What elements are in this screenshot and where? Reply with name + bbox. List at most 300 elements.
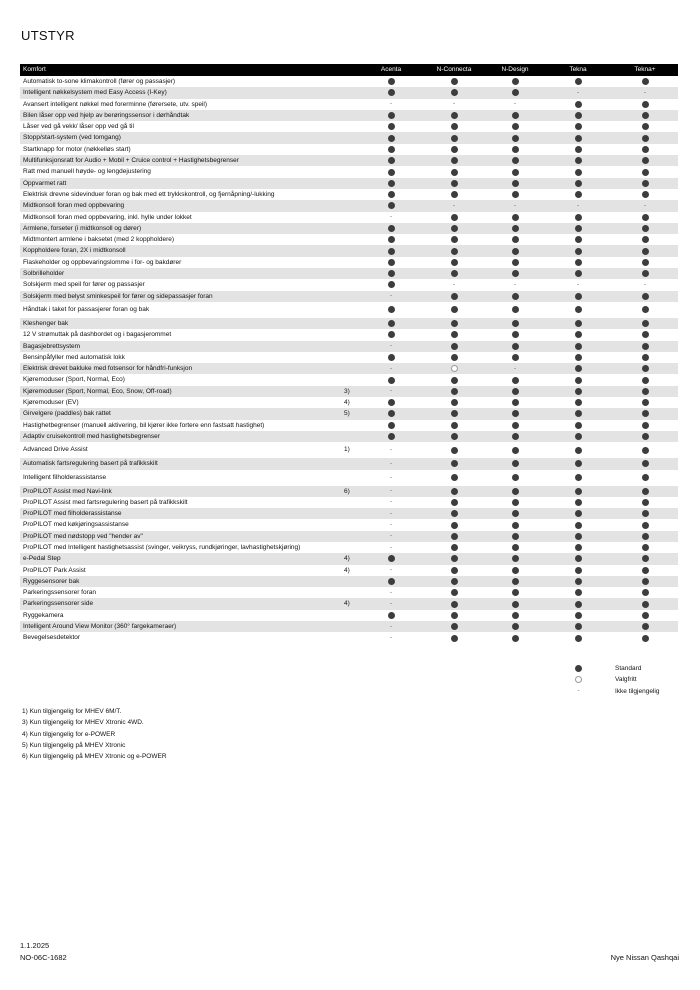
footnote-ref: 1) xyxy=(344,446,350,454)
availability-cell xyxy=(424,302,484,318)
availability-cell xyxy=(548,486,608,497)
standard-dot-icon xyxy=(512,112,519,119)
standard-dot-icon xyxy=(642,225,649,232)
feature-label: Ryggekamera xyxy=(23,611,64,619)
availability-cell xyxy=(424,189,484,200)
feature-label: Startknapp for motor (nøkkelløs start) xyxy=(23,145,131,153)
standard-dot-icon xyxy=(575,474,582,481)
standard-dot-icon xyxy=(451,410,458,417)
feature-label: 12 V strømuttak på dashbordet og i bagasjerommet xyxy=(23,331,172,339)
availability-cell xyxy=(424,431,484,442)
column-header-n-connecta: N-Connecta xyxy=(436,66,472,73)
feature-label: Kjøremoduser (Sport, Normal, Eco) xyxy=(23,376,125,384)
standard-dot-icon xyxy=(575,354,582,361)
footnote-ref: 5) xyxy=(344,410,350,418)
standard-dot-icon xyxy=(451,78,458,85)
not-available-dash-icon: - xyxy=(577,688,580,695)
standard-dot-icon xyxy=(642,135,649,142)
standard-dot-icon xyxy=(451,499,458,506)
standard-dot-icon xyxy=(575,123,582,130)
availability-cell xyxy=(361,121,421,132)
table-row xyxy=(20,234,678,245)
table-row xyxy=(20,87,678,98)
availability-cell xyxy=(361,587,421,598)
standard-dot-icon xyxy=(512,191,519,198)
availability-cell xyxy=(615,155,675,166)
availability-cell xyxy=(615,99,675,110)
standard-dot-icon xyxy=(642,474,649,481)
availability-cell xyxy=(361,302,421,318)
standard-dot-icon xyxy=(642,623,649,630)
standard-dot-icon xyxy=(512,460,519,467)
availability-cell xyxy=(548,302,608,318)
standard-dot-icon xyxy=(575,410,582,417)
availability-cell xyxy=(424,178,484,189)
optional-circle-icon xyxy=(451,365,458,372)
availability-cell xyxy=(485,279,545,290)
standard-dot-icon xyxy=(512,522,519,529)
availability-cell xyxy=(361,291,421,302)
standard-dot-icon xyxy=(388,422,395,429)
availability-cell xyxy=(615,329,675,340)
availability-cell xyxy=(485,470,545,486)
standard-dot-icon xyxy=(642,635,649,642)
availability-cell xyxy=(361,531,421,542)
table-row xyxy=(20,470,678,486)
standard-dot-icon xyxy=(451,320,458,327)
standard-dot-icon xyxy=(575,214,582,221)
table-row xyxy=(20,76,678,87)
not-available-dash-icon: - xyxy=(453,202,455,209)
standard-dot-icon xyxy=(388,270,395,277)
not-available-dash-icon: - xyxy=(390,293,392,300)
feature-label: e-Pedal Step xyxy=(23,555,61,563)
column-header-tekna: Tekna xyxy=(569,66,587,73)
availability-cell xyxy=(615,87,675,98)
footnote-ref: 4) xyxy=(344,555,350,563)
availability-cell xyxy=(424,632,484,643)
availability-cell xyxy=(548,212,608,223)
availability-cell xyxy=(485,121,545,132)
standard-dot-icon xyxy=(512,555,519,562)
standard-dot-icon xyxy=(575,180,582,187)
availability-cell xyxy=(615,223,675,234)
table-row xyxy=(20,291,678,302)
standard-dot-icon xyxy=(512,533,519,540)
availability-cell xyxy=(485,576,545,587)
standard-dot-icon xyxy=(575,623,582,630)
availability-cell xyxy=(361,76,421,87)
table-row xyxy=(20,178,678,189)
availability-cell xyxy=(361,132,421,143)
standard-dot-icon xyxy=(388,433,395,440)
feature-label: Kjøremoduser (Sport, Normal, Eco, Snow, Off-road) xyxy=(23,387,172,395)
standard-dot-icon xyxy=(512,447,519,454)
availability-cell xyxy=(548,318,608,329)
availability-cell xyxy=(424,245,484,256)
table-row xyxy=(20,318,678,329)
standard-dot-icon xyxy=(451,522,458,529)
availability-cell xyxy=(548,178,608,189)
standard-dot-icon xyxy=(642,112,649,119)
availability-cell xyxy=(424,132,484,143)
availability-cell xyxy=(361,144,421,155)
standard-dot-icon xyxy=(512,623,519,630)
feature-label: Automatisk to-sone klimakontroll (fører og passasjer) xyxy=(23,78,176,85)
footer-model: Nye Nissan Qashqai xyxy=(610,953,679,962)
table-row xyxy=(20,610,678,621)
standard-dot-icon xyxy=(388,202,395,209)
availability-cell xyxy=(424,610,484,621)
standard-dot-icon xyxy=(512,377,519,384)
feature-label: Bensinpåfyller med automatisk lokk xyxy=(23,353,125,361)
standard-dot-icon xyxy=(575,589,582,596)
standard-dot-icon xyxy=(388,612,395,619)
availability-cell xyxy=(361,374,421,385)
standard-dot-icon xyxy=(451,623,458,630)
standard-dot-icon xyxy=(642,589,649,596)
availability-cell xyxy=(615,408,675,419)
footnote-ref: 3) xyxy=(344,387,350,395)
standard-dot-icon xyxy=(575,522,582,529)
table-row xyxy=(20,212,678,223)
availability-cell xyxy=(548,553,608,564)
standard-dot-icon xyxy=(512,354,519,361)
not-available-dash-icon: - xyxy=(390,499,392,506)
standard-dot-icon xyxy=(575,399,582,406)
availability-cell xyxy=(615,363,675,374)
availability-cell xyxy=(615,431,675,442)
standard-dot-icon xyxy=(512,135,519,142)
standard-dot-icon xyxy=(388,78,395,85)
standard-dot-icon xyxy=(575,635,582,642)
availability-cell xyxy=(548,386,608,397)
availability-cell xyxy=(548,166,608,177)
availability-cell xyxy=(424,587,484,598)
availability-cell xyxy=(424,257,484,268)
standard-dot-icon xyxy=(642,399,649,406)
availability-cell xyxy=(485,458,545,469)
feature-label: Midtkonsoll foran med oppbevaring xyxy=(23,202,125,210)
availability-cell xyxy=(361,610,421,621)
availability-cell xyxy=(615,519,675,530)
availability-cell xyxy=(424,200,484,211)
standard-dot-icon xyxy=(642,306,649,313)
footnote: 1) Kun tilgjengelig for MHEV 6M/T. xyxy=(22,708,122,715)
availability-cell xyxy=(615,598,675,609)
availability-cell xyxy=(485,223,545,234)
availability-cell xyxy=(485,553,545,564)
table-row xyxy=(20,363,678,374)
availability-cell xyxy=(361,352,421,363)
not-available-dash-icon: - xyxy=(514,365,516,372)
legend-symbol xyxy=(573,686,584,697)
feature-label: ProPILOT Assist med Navi-link xyxy=(23,487,112,495)
availability-cell xyxy=(361,234,421,245)
table-row xyxy=(20,189,678,200)
availability-cell xyxy=(485,610,545,621)
standard-dot-icon xyxy=(512,422,519,429)
footnote-ref: 4) xyxy=(344,600,350,608)
standard-dot-icon xyxy=(642,447,649,454)
feature-label: Elektrisk drevet bakluke med fotsensor for håndfri-funksjon xyxy=(23,365,193,373)
standard-dot-icon xyxy=(642,157,649,164)
availability-cell xyxy=(361,408,421,419)
feature-label: Intelligent Around View Monitor (360° fargekameraer) xyxy=(23,623,177,631)
availability-cell xyxy=(361,431,421,442)
table-row xyxy=(20,587,678,598)
availability-cell xyxy=(615,341,675,352)
standard-dot-icon xyxy=(451,635,458,642)
standard-dot-icon xyxy=(388,555,395,562)
feature-label: Solbrilleholder xyxy=(23,270,65,278)
standard-dot-icon xyxy=(451,377,458,384)
availability-cell xyxy=(424,486,484,497)
availability-cell xyxy=(361,486,421,497)
availability-cell xyxy=(361,497,421,508)
availability-cell xyxy=(424,76,484,87)
availability-cell xyxy=(361,542,421,553)
footnote: 5) Kun tilgjengelig på MHEV Xtronic xyxy=(22,741,126,749)
availability-cell xyxy=(548,442,608,458)
availability-cell xyxy=(485,87,545,98)
feature-label: Midtkonsoll foran med oppbevaring, inkl. hylle under lokket xyxy=(23,213,192,221)
availability-cell xyxy=(548,245,608,256)
availability-cell xyxy=(424,329,484,340)
not-available-dash-icon: - xyxy=(453,101,455,108)
standard-dot-icon xyxy=(575,248,582,255)
availability-cell xyxy=(424,223,484,234)
not-available-dash-icon: - xyxy=(390,388,392,395)
page-title: UTSTYR xyxy=(21,28,75,43)
availability-cell xyxy=(361,621,421,632)
availability-cell xyxy=(615,442,675,458)
table-row xyxy=(20,279,678,290)
standard-dot-icon xyxy=(575,388,582,395)
standard-dot-icon xyxy=(512,410,519,417)
availability-cell xyxy=(424,144,484,155)
availability-cell xyxy=(424,576,484,587)
availability-cell xyxy=(361,279,421,290)
availability-cell xyxy=(485,508,545,519)
standard-dot-icon xyxy=(642,214,649,221)
availability-cell xyxy=(424,458,484,469)
availability-cell xyxy=(548,189,608,200)
standard-dot-icon xyxy=(642,522,649,529)
availability-cell xyxy=(424,386,484,397)
standard-dot-icon xyxy=(575,157,582,164)
standard-dot-icon xyxy=(642,488,649,495)
availability-cell xyxy=(615,200,675,211)
feature-label: ProPILOT med køkjøringsassistanse xyxy=(23,521,129,529)
standard-dot-icon xyxy=(642,270,649,277)
availability-cell xyxy=(548,234,608,245)
standard-dot-icon xyxy=(575,612,582,619)
availability-cell xyxy=(615,497,675,508)
availability-cell xyxy=(485,178,545,189)
legend-label: Valgfritt xyxy=(615,676,637,684)
standard-dot-icon xyxy=(575,422,582,429)
availability-cell xyxy=(485,166,545,177)
standard-dot-icon xyxy=(575,259,582,266)
standard-dot-icon xyxy=(642,331,649,338)
standard-dot-icon xyxy=(642,377,649,384)
standard-dot-icon xyxy=(642,601,649,608)
availability-cell xyxy=(485,632,545,643)
availability-cell xyxy=(548,99,608,110)
availability-cell xyxy=(548,374,608,385)
standard-dot-icon xyxy=(642,259,649,266)
standard-dot-icon xyxy=(642,236,649,243)
availability-cell xyxy=(615,621,675,632)
standard-dot-icon xyxy=(451,343,458,350)
standard-dot-icon xyxy=(388,146,395,153)
section-label: Komfort xyxy=(23,66,46,73)
availability-cell xyxy=(361,155,421,166)
standard-dot-icon xyxy=(388,169,395,176)
table-row xyxy=(20,576,678,587)
standard-dot-icon xyxy=(451,510,458,517)
availability-cell xyxy=(485,621,545,632)
table-row xyxy=(20,553,678,564)
footnote: 3) Kun tilgjengelig for MHEV Xtronic 4WD. xyxy=(22,719,144,727)
standard-dot-icon xyxy=(575,78,582,85)
table-row xyxy=(20,442,678,458)
legend-symbol xyxy=(573,663,584,674)
availability-cell xyxy=(548,598,608,609)
availability-cell xyxy=(615,397,675,408)
not-available-dash-icon: - xyxy=(390,635,392,641)
standard-dot-icon xyxy=(451,447,458,454)
feature-label: Armlene, forseter (i midtkonsoll og dører) xyxy=(23,224,142,232)
equipment-table xyxy=(20,64,678,644)
standard-dot-icon xyxy=(512,236,519,243)
availability-cell xyxy=(424,470,484,486)
table-row xyxy=(20,302,678,318)
availability-cell xyxy=(424,363,484,374)
standard-dot-icon xyxy=(388,236,395,243)
availability-cell xyxy=(615,291,675,302)
availability-cell xyxy=(548,531,608,542)
availability-cell xyxy=(615,178,675,189)
feature-label: Ryggesensorer bak xyxy=(23,577,80,585)
availability-cell xyxy=(361,212,421,223)
standard-dot-icon xyxy=(512,343,519,350)
availability-cell xyxy=(548,352,608,363)
availability-cell xyxy=(615,576,675,587)
availability-cell xyxy=(424,408,484,419)
availability-cell xyxy=(615,420,675,431)
availability-cell xyxy=(615,132,675,143)
table-row xyxy=(20,144,678,155)
standard-dot-icon xyxy=(512,214,519,221)
availability-cell xyxy=(485,76,545,87)
availability-cell xyxy=(424,598,484,609)
availability-cell xyxy=(548,542,608,553)
standard-dot-icon xyxy=(512,180,519,187)
availability-cell xyxy=(548,431,608,442)
feature-label: Parkeringssensorer foran xyxy=(23,589,96,597)
not-available-dash-icon: - xyxy=(644,89,646,96)
availability-cell xyxy=(485,442,545,458)
not-available-dash-icon: - xyxy=(644,202,646,209)
footnote: 6) Kun tilgjengelig på MHEV Xtronic og e-POWER xyxy=(22,753,167,761)
availability-cell xyxy=(485,291,545,302)
availability-cell xyxy=(548,144,608,155)
standard-dot-icon xyxy=(642,365,649,372)
not-available-dash-icon: - xyxy=(644,281,646,288)
standard-dot-icon xyxy=(512,78,519,85)
footer-date: 1.1.2025 xyxy=(20,941,50,950)
availability-cell xyxy=(485,318,545,329)
availability-cell xyxy=(485,374,545,385)
standard-dot-icon xyxy=(512,567,519,574)
standard-dot-icon xyxy=(512,89,519,96)
standard-dot-icon xyxy=(642,410,649,417)
standard-dot-icon xyxy=(451,533,458,540)
not-available-dash-icon: - xyxy=(390,510,392,517)
availability-cell xyxy=(485,587,545,598)
standard-dot-icon xyxy=(575,510,582,517)
availability-cell xyxy=(615,144,675,155)
table-row xyxy=(20,565,678,576)
availability-cell xyxy=(424,621,484,632)
availability-cell xyxy=(485,363,545,374)
availability-cell xyxy=(485,486,545,497)
table-row xyxy=(20,542,678,553)
table-row xyxy=(20,166,678,177)
availability-cell xyxy=(548,470,608,486)
standard-dot-icon xyxy=(575,270,582,277)
availability-cell xyxy=(424,268,484,279)
footer-code: NO-06C-1682 xyxy=(20,953,67,962)
availability-cell xyxy=(485,408,545,419)
not-available-dash-icon: - xyxy=(577,281,579,288)
availability-cell xyxy=(615,268,675,279)
standard-dot-icon xyxy=(388,354,395,361)
availability-cell xyxy=(361,565,421,576)
table-row xyxy=(20,268,678,279)
not-available-dash-icon: - xyxy=(514,202,516,209)
standard-dot-icon xyxy=(451,306,458,313)
standard-dot-icon xyxy=(512,270,519,277)
table-row xyxy=(20,132,678,143)
feature-label: Avansert intelligent nøkkel med forerminne (førersete, utv. speil) xyxy=(23,100,207,108)
standard-dot-icon xyxy=(451,474,458,481)
availability-cell xyxy=(361,363,421,374)
standard-dot-icon xyxy=(575,306,582,313)
availability-cell xyxy=(424,542,484,553)
standard-dot-icon xyxy=(451,544,458,551)
table-row xyxy=(20,621,678,632)
availability-cell xyxy=(361,223,421,234)
availability-cell xyxy=(548,87,608,98)
standard-dot-icon xyxy=(642,578,649,585)
standard-dot-icon xyxy=(512,499,519,506)
availability-cell xyxy=(424,397,484,408)
standard-dot-icon xyxy=(575,567,582,574)
standard-dot-icon xyxy=(451,433,458,440)
availability-cell xyxy=(424,291,484,302)
feature-label: ProPILOT med Intelligent hastighetsassist (svinger, veikryss, rundkjøringer, lavhastighetskjøring) xyxy=(23,543,301,551)
availability-cell xyxy=(485,352,545,363)
not-available-dash-icon: - xyxy=(390,522,392,529)
availability-cell xyxy=(424,341,484,352)
not-available-dash-icon: - xyxy=(390,474,392,481)
feature-label: Multifunksjonsratt for Audio + Mobil + Cruice control + Hastighetsbegrenser xyxy=(23,157,239,165)
availability-cell xyxy=(548,257,608,268)
availability-cell xyxy=(424,352,484,363)
